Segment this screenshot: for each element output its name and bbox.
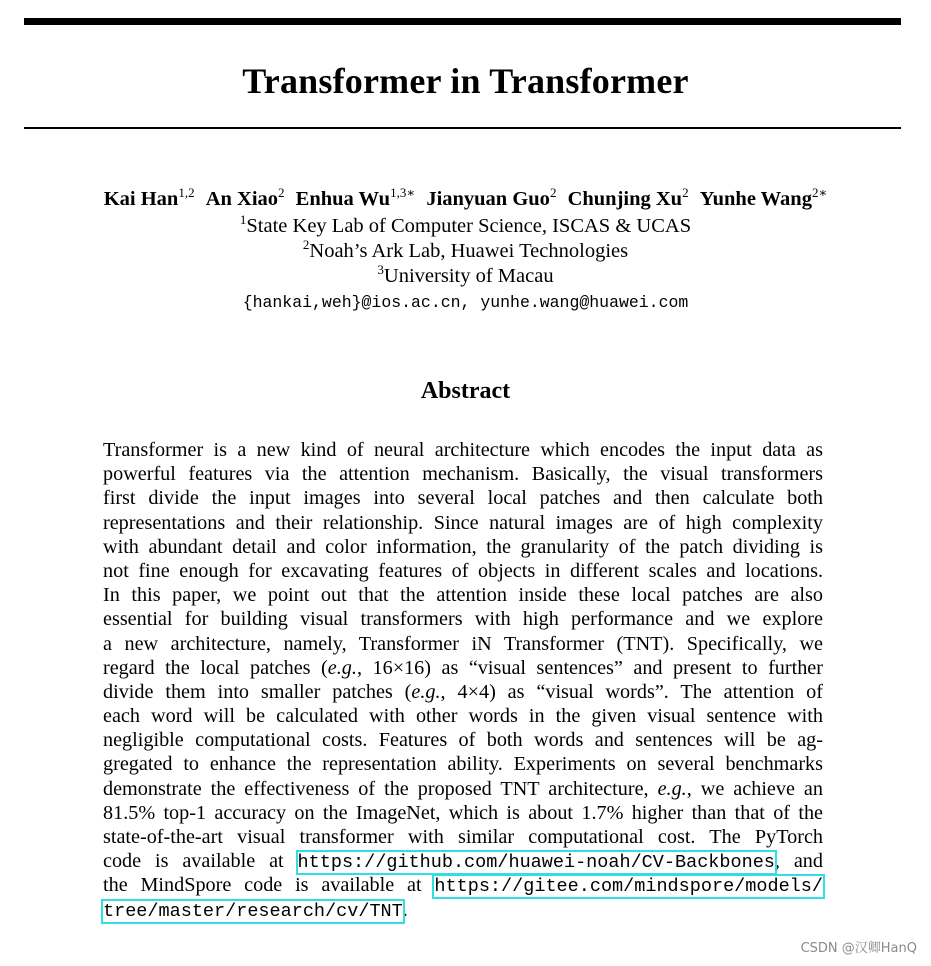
author: Enhua $Wu^{1,3∗}$ xyxy=(295,185,416,210)
author: Yunhe Wang$^{2∗}$ xyxy=(699,185,828,210)
abstract-line: a new architecture, namely, Transformer iN Transformer (TNT). Specifically, we xyxy=(103,632,823,655)
affiliation: $^1$State Key Lab of Computer Science, ISCAS & UCAS xyxy=(239,212,692,237)
abstract-body xyxy=(103,438,823,922)
abstract-line: each word will be calculated with other words in the given visual sentence with xyxy=(103,705,823,728)
abstract-line: powerful features via the attention mechanism. Basically, the visual transformers xyxy=(103,463,823,486)
abstract-line: not fine enough for excavating features of objects in different scales and locations. xyxy=(103,559,823,582)
abstract-line: demonstrate the effectiveness of the proposed TNT architecture, e.g., we achieve an xyxy=(103,777,823,800)
abstract-line: code is available at https://github.com/huawei-noah/CV-Backbones, and xyxy=(103,850,823,874)
paper-title: Transformer in Transformer xyxy=(242,61,689,101)
abstract-line: negligible computational costs. Features of both words and sentences will be ag- xyxy=(103,729,823,752)
abstract-heading: Abstract xyxy=(420,378,511,404)
affiliation: $^3$University of Macau xyxy=(377,262,554,287)
author-list xyxy=(0,185,931,211)
abstract-line: In this paper, we point out that the attention inside these local patches are also xyxy=(103,584,823,607)
abstract-line: the MindSpore code is available at https://gitee.com/mindspore/models/ xyxy=(103,874,823,898)
abstract-line: Transformer is a new kind of neural architecture which encodes the input data as xyxy=(103,439,823,461)
author: Kai Han$^{1,2}$ xyxy=(103,185,195,210)
gitee-link-continued[interactable]: tree/master/research/cv/TNT xyxy=(103,900,403,922)
abstract-line: representations and their relationship. Since natural images are of high complexity xyxy=(103,511,823,534)
watermark: CSDN @汉卿HanQ xyxy=(800,941,917,956)
gitee-link[interactable]: https://gitee.com/mindspore/models/ xyxy=(434,876,823,898)
abstract-line: essential for building visual transformers with high performance and we explore xyxy=(103,608,823,631)
top-rule xyxy=(24,18,901,25)
abstract-line: 81.5% top-1 accuracy on the ImageNet, which is about 1.7% higher than that of the xyxy=(103,801,823,824)
abstract-line: with abundant detail and color information, the granularity of the patch dividing is xyxy=(103,535,823,558)
email-line: {hankai,weh}@ios.ac.cn, yunhe.wang@huawei.com xyxy=(242,293,689,312)
abstract-line: regard the local patches (e.g., 16×16) as “visual sentences” and present to further xyxy=(103,656,823,679)
abstract-line: gregated to enhance the representation ability. Experiments on several benchmarks xyxy=(103,753,823,776)
author: Chunjing Xu$^2$ xyxy=(567,185,689,210)
abstract-line: first divide the input images into several local patches and then calculate both xyxy=(103,487,823,510)
abstract-line: divide them into smaller patches (e.g., 4×4) as “visual words”. The attention of xyxy=(103,680,823,703)
title-rule xyxy=(24,127,901,129)
author: An Xiao$^2$ xyxy=(205,185,285,210)
abstract-line: state-of-the-art visual transformer with similar computational cost. The PyTorch xyxy=(103,826,823,848)
affiliation: $^2$Noah’s Ark Lab, Huawei Technologies xyxy=(302,237,629,262)
github-link[interactable]: https://github.com/huawei-noah/CV-Backbones xyxy=(297,852,775,874)
author: Jianyuan Guo$^2$ xyxy=(426,185,557,210)
abstract-line: tree/master/research/cv/TNT. xyxy=(103,898,408,922)
